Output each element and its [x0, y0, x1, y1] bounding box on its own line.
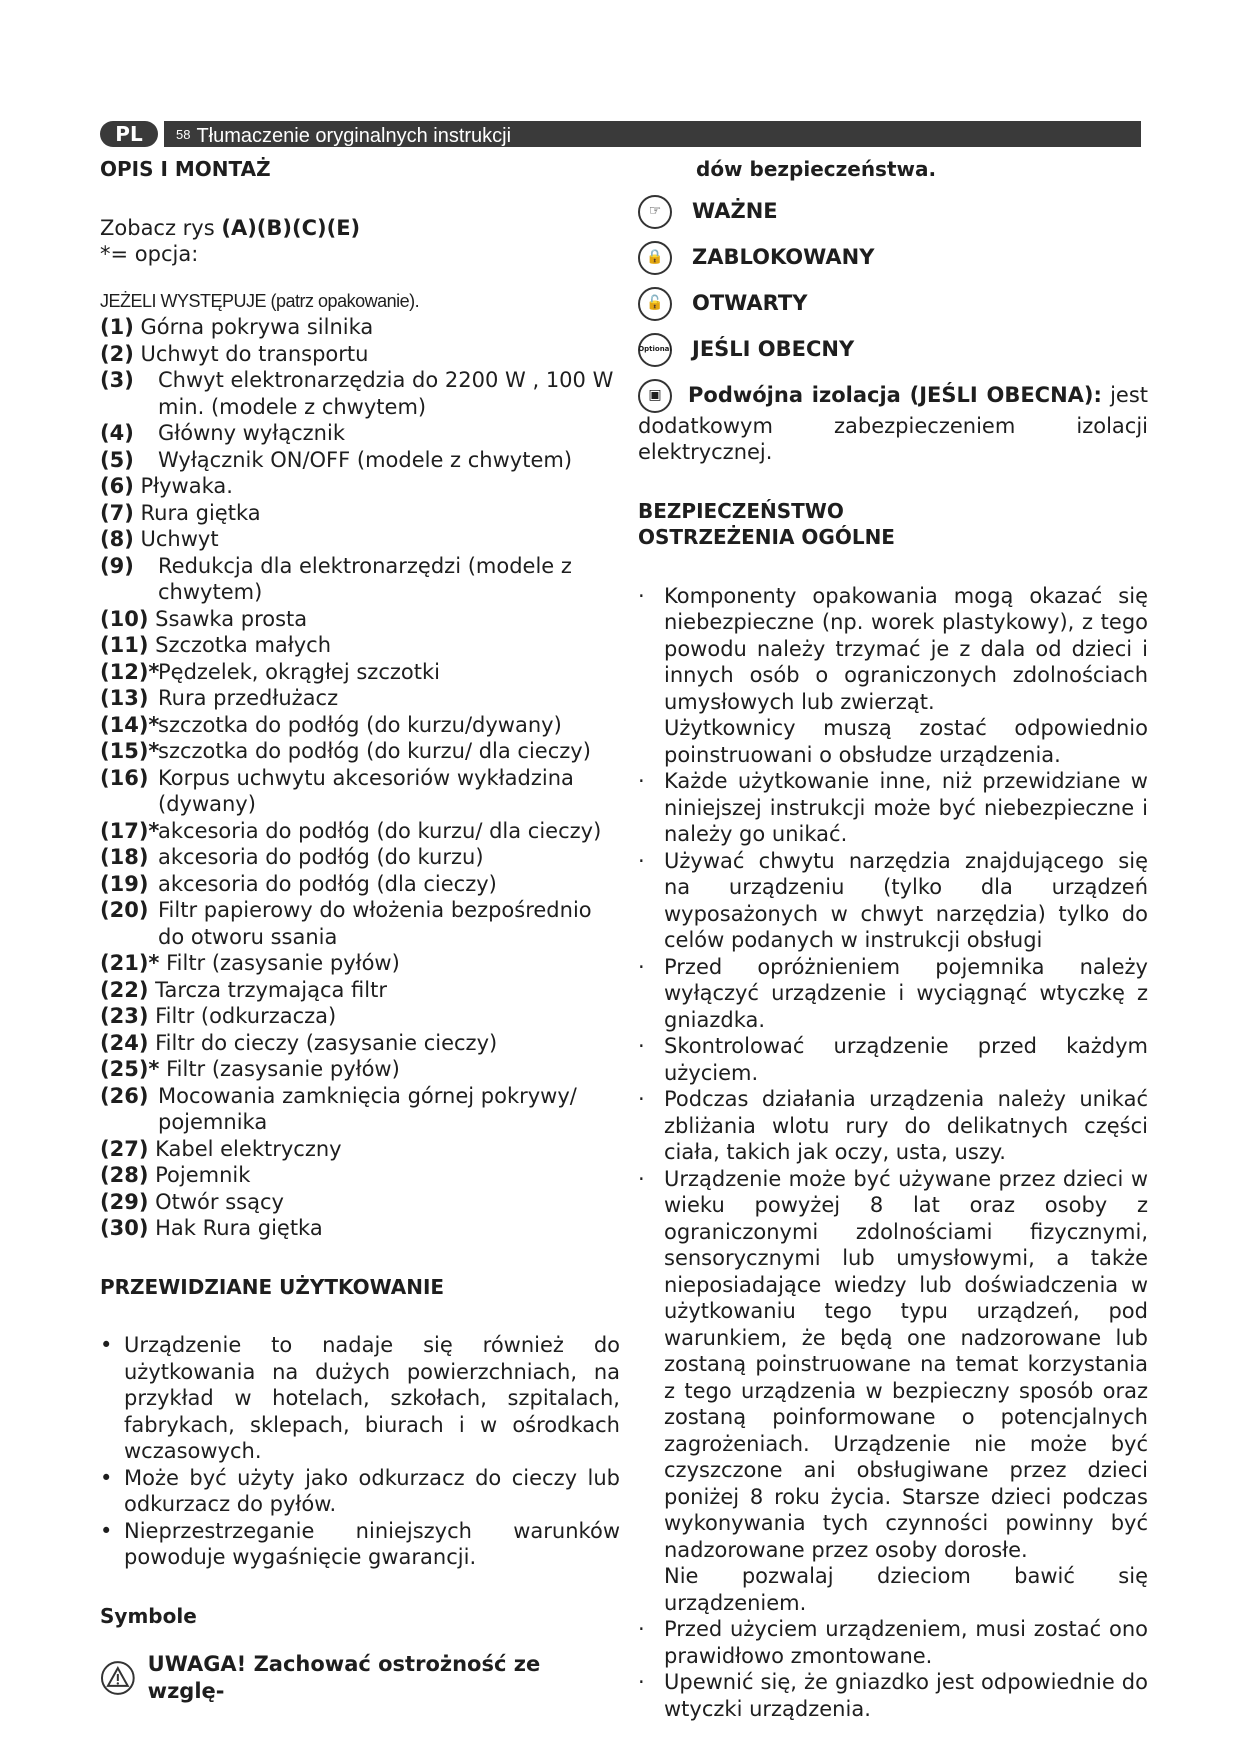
- item-number: (22): [100, 977, 149, 1002]
- symbol-label: WAŻNE: [692, 199, 778, 224]
- item-number: (20): [100, 898, 149, 922]
- parts-list: [100, 314, 620, 1242]
- item-text: Filtr papierowy do włożenia bezpośrednio do otworu ssania: [158, 898, 592, 949]
- bullet-dot: ·: [638, 1087, 645, 1111]
- item-number: (21)*: [100, 951, 160, 975]
- right-column: [638, 156, 1148, 1722]
- header-bar: [164, 121, 1141, 147]
- item-text: Filtr (zasysanie pyłów): [166, 951, 400, 975]
- safety-warning-item: [638, 1086, 1148, 1166]
- parts-list-item: [100, 818, 620, 845]
- bullet-dot: ·: [638, 1670, 645, 1694]
- parts-list-item: [100, 1136, 620, 1163]
- item-number: (26): [100, 1083, 149, 1108]
- safety-warning-item: [638, 848, 1148, 954]
- parts-list-item: [100, 871, 620, 898]
- parts-list-item: [100, 897, 620, 950]
- parts-list-item: [100, 765, 620, 818]
- item-number: (24): [100, 1030, 149, 1055]
- language-badge: PL: [100, 121, 158, 147]
- item-number: (9): [100, 553, 134, 578]
- safety-warning-item: [638, 1033, 1148, 1086]
- page-number: 58: [176, 127, 191, 142]
- item-number: (7): [100, 500, 134, 525]
- item-text: Uchwyt: [140, 527, 219, 551]
- parts-list-item: [100, 977, 620, 1004]
- item-text: Filtr (zasysanie pyłów): [166, 1057, 400, 1081]
- symbol-label: OTWARTY: [692, 291, 808, 316]
- warning-text: UWAGA! Zachować ostrożność ze wzglę-: [147, 1652, 541, 1703]
- parts-list-item: [100, 632, 620, 659]
- safety-warning-text: Urządzenie może być używane przez dzieci w wieku powyżej 8 lat oraz osoby z ograniczonymi zdolnościami fizycznymi, sensorycznymi lub umysłowymi, a także nieposiadające wiedzy lub doświadczenia w użytkowaniu tego typu urządzeń, pod warunkiem, że będą one nadzorowane lub zostaną poinstruowane na temat korzystania z tego urządzenia w bezpieczny sposób oraz zostaną poinformowane o potencjalnych zagrożeniach. Urządzenie nie może być czyszczone ani obsługiwane przez dzieci poniżej 8 roku życia. Starsze dzieci podczas wykonywania tych czynności powinny być nadzorowane przez osoby dorosłe.: [664, 1166, 1148, 1562]
- item-text: akcesoria do podłóg (do kurzu/ dla cieczy): [158, 818, 602, 843]
- item-number: (23): [100, 1004, 149, 1028]
- item-number: (28): [100, 1163, 149, 1187]
- parts-list-item: [100, 950, 620, 977]
- item-text: Rura przedłużacz: [158, 686, 339, 710]
- double-insulation: [638, 379, 1148, 466]
- item-text: Hak Rura giętka: [155, 1216, 323, 1240]
- section-heading-safety: BEZPIECZEŃSTWO: [638, 498, 844, 523]
- safety-warning-item: [638, 1616, 1148, 1669]
- item-text: Mocowania zamknięcia górnej pokrywy/ pojemnika: [158, 1083, 577, 1134]
- item-text: akcesoria do podłóg (do kurzu): [158, 845, 484, 869]
- item-text: Główny wyłącznik: [158, 421, 345, 445]
- item-text: Redukcja dla elektronarzędzi (modele z chwytem): [158, 553, 572, 604]
- item-number: (16): [100, 765, 149, 790]
- item-text: akcesoria do podłóg (dla cieczy): [158, 871, 497, 896]
- optional-icon: Optional: [638, 333, 672, 367]
- item-number: (12)*: [100, 659, 160, 684]
- bullet-dot: ·: [638, 769, 645, 793]
- bullet-dot: ·: [638, 1617, 645, 1641]
- item-text: Korpus uchwytu akcesoriów wykładzina (dywany): [158, 765, 574, 816]
- item-number: (3): [100, 368, 134, 392]
- item-text: Otwór ssący: [155, 1189, 284, 1214]
- section-heading-description: OPIS I MONTAŻ: [100, 157, 271, 181]
- if-present-note: JEŻELI WYSTĘPUJE (patrz opakowanie).: [100, 290, 420, 311]
- safety-warning-text: Przed opróżnieniem pojemnika należy wyłączyć urządzenie i wyciągnąć wtyczkę z gniazdka.: [664, 954, 1148, 1032]
- item-text: Chwyt elektronarzędzia do 2200 W , 100 W min. (modele z chwytem): [158, 368, 614, 419]
- hand-pointer-icon: ☞: [638, 195, 672, 229]
- item-number: (30): [100, 1216, 149, 1240]
- parts-list-item: [100, 526, 620, 553]
- safety-warning-item: [638, 768, 1148, 848]
- item-text: szczotka do podłóg (do kurzu/dywany): [158, 712, 562, 737]
- item-number: (11): [100, 633, 149, 657]
- item-text: Pojemnik: [155, 1163, 251, 1187]
- parts-list-item: [100, 420, 620, 447]
- bullet-dot: ·: [638, 954, 645, 979]
- symbol-row: [638, 287, 1148, 321]
- safety-warning-text: Komponenty opakowania mogą okazać się niebezpieczne (np. worek plastykowy), z tego powodu należy trzymać je z dala od dzieci i innych osób o ograniczonych zdolnościach umysłowych lub zwierząt.: [664, 583, 1148, 714]
- parts-list-item: [100, 1189, 620, 1216]
- safety-warning-text: Nie pozwalaj dzieciom bawić się urządzeniem.: [664, 1564, 1148, 1615]
- safety-warning-text: Każde użytkowanie inne, niż przewidziane w niniejszej instrukcji może być niebezpieczne i należy go unikać.: [664, 769, 1148, 846]
- item-text: Pływaka.: [140, 474, 233, 498]
- see-figures: Zobacz rys (A)(B)(C)(E): [100, 215, 361, 240]
- intended-use-item: • Może być użyty jako odkurzacz do cieczy lub odkurzacz do pyłów.: [100, 1465, 620, 1518]
- header-title: Tłumaczenie oryginalnych instrukcji: [196, 125, 512, 147]
- safety-warning-item: [638, 715, 1148, 768]
- item-text: Filtr (odkurzacza): [155, 1004, 337, 1028]
- item-number: (18): [100, 845, 149, 869]
- item-number: (4): [100, 421, 134, 445]
- item-number: (6): [100, 474, 134, 498]
- item-text: Ssawka prosta: [155, 606, 308, 631]
- safety-warnings-list: [638, 583, 1148, 1723]
- item-number: (1): [100, 315, 134, 339]
- parts-list-item: [100, 367, 620, 420]
- locked-icon: 🔒: [638, 241, 672, 275]
- parts-list-item: [100, 500, 620, 527]
- item-number: (8): [100, 527, 134, 551]
- bullet-dot: ·: [638, 583, 645, 608]
- section-heading-intended-use: PRZEWIDZIANE UŻYTKOWANIE: [100, 1274, 445, 1299]
- item-number: (14)*: [100, 712, 160, 737]
- symbol-list: [638, 195, 1148, 367]
- bullet-dot: ·: [638, 848, 645, 873]
- item-number: (2): [100, 341, 134, 366]
- item-text: szczotka do podłóg (do kurzu/ dla cieczy): [158, 739, 591, 763]
- symbol-row: [638, 333, 1148, 367]
- parts-list-item: [100, 1215, 620, 1242]
- parts-list-item: [100, 659, 620, 686]
- parts-list-item: [100, 738, 620, 765]
- unlocked-icon: 🔓: [638, 287, 672, 321]
- item-number: (15)*: [100, 739, 160, 763]
- parts-list-item: [100, 844, 620, 871]
- parts-list-item: [100, 685, 620, 712]
- safety-warning-text: Upewnić się, że gniazdko jest odpowiednie do wtyczki urządzenia.: [664, 1670, 1148, 1721]
- parts-list-item: [100, 1162, 620, 1189]
- item-number: (10): [100, 606, 149, 631]
- parts-list-item: [100, 1056, 620, 1083]
- safety-warning-item: [638, 1563, 1148, 1616]
- section-heading-general-warnings: OSTRZEŻENIA OGÓLNE: [638, 525, 895, 549]
- left-column: [100, 156, 620, 1704]
- item-number: (17)*: [100, 818, 160, 843]
- double-insulation-icon: ▣: [638, 379, 672, 413]
- bullet-dot: ·: [638, 1034, 645, 1058]
- item-text: Filtr do cieczy (zasysanie cieczy): [155, 1030, 498, 1055]
- symbol-row: [638, 195, 1148, 229]
- page-header: [100, 121, 1141, 147]
- item-number: (27): [100, 1136, 149, 1161]
- safety-warning-item: [638, 1669, 1148, 1722]
- safety-warning-item: [638, 583, 1148, 716]
- warning-continuation: dów bezpieczeństwa.: [696, 157, 937, 181]
- item-number: (13): [100, 686, 149, 710]
- safety-warning-text: Używać chwytu narzędzia znajdującego się na urządzeniu (tylko dla urządzeń wyposażonych w chwyt narzędzia) tylko do celów podanych w instrukcji obsługi: [664, 848, 1148, 952]
- intended-use-item: • Nieprzestrzeganie niniejszych warunków powoduje wygaśnięcie gwarancji.: [100, 1518, 620, 1571]
- item-number: (25)*: [100, 1057, 160, 1081]
- safety-warning-text: Przed użyciem urządzeniem, musi zostać ono prawidłowo zmontowane.: [664, 1617, 1148, 1668]
- warning-line: [100, 1651, 620, 1704]
- item-text: Tarcza trzymająca filtr: [155, 977, 387, 1002]
- option-note: *= opcja:: [100, 242, 199, 266]
- intended-use-list: [100, 1332, 620, 1571]
- section-heading-symbols: Symbole: [100, 1603, 197, 1628]
- item-number: (5): [100, 447, 134, 472]
- symbol-label: ZABLOKOWANY: [692, 245, 875, 270]
- parts-list-item: [100, 712, 620, 739]
- item-text: Rura giętka: [140, 500, 261, 525]
- item-text: Górna pokrywa silnika: [140, 315, 374, 339]
- safety-warning-item: [638, 954, 1148, 1034]
- symbol-label: JEŚLI OBECNY: [692, 337, 855, 362]
- double-insulation-label: Podwójna izolacja (JEŚLI OBECNA):: [688, 382, 1102, 407]
- item-text: Pędzelek, okrągłej szczotki: [158, 659, 440, 684]
- item-text: Uchwyt do transportu: [140, 341, 369, 366]
- double-insulation-text: jest dodatkowym zabezpieczeniem izolacji elektrycznej.: [638, 382, 1149, 464]
- item-text: Kabel elektryczny: [155, 1136, 342, 1161]
- safety-warning-text: Podczas działania urządzenia należy unikać zbliżania wlotu rury do delikatnych części ciała, takich jak oczy, usta, uszy.: [664, 1087, 1148, 1164]
- parts-list-item: [100, 1003, 620, 1030]
- warning-triangle-icon: [100, 1660, 136, 1696]
- safety-warning-text: Użytkownicy muszą zostać odpowiednio poinstruowani o obsłudze urządzenia.: [664, 716, 1148, 767]
- parts-list-item: [100, 553, 620, 606]
- item-text: Szczotka małych: [155, 633, 332, 657]
- symbol-row: [638, 241, 1148, 275]
- parts-list-item: [100, 341, 620, 368]
- safety-warning-text: Skontrolować urządzenie przed każdym użyciem.: [664, 1034, 1148, 1085]
- item-number: (19): [100, 871, 149, 896]
- parts-list-item: [100, 447, 620, 474]
- parts-list-item: [100, 314, 620, 341]
- item-text: Wyłącznik ON/OFF (modele z chwytem): [158, 447, 573, 472]
- intended-use-item: • Urządzenie to nadaje się również do użytkowania na dużych powierzchniach, na przykład w hotelach, szkołach, szpitalach, fabrykach, sklepach, biurach i w ośrodkach wczasowych.: [100, 1332, 620, 1465]
- parts-list-item: [100, 1030, 620, 1057]
- parts-list-item: [100, 473, 620, 500]
- safety-warning-item: [638, 1166, 1148, 1564]
- parts-list-item: [100, 1083, 620, 1136]
- parts-list-item: [100, 606, 620, 633]
- bullet-dot: ·: [638, 1166, 645, 1191]
- item-number: (29): [100, 1189, 149, 1214]
